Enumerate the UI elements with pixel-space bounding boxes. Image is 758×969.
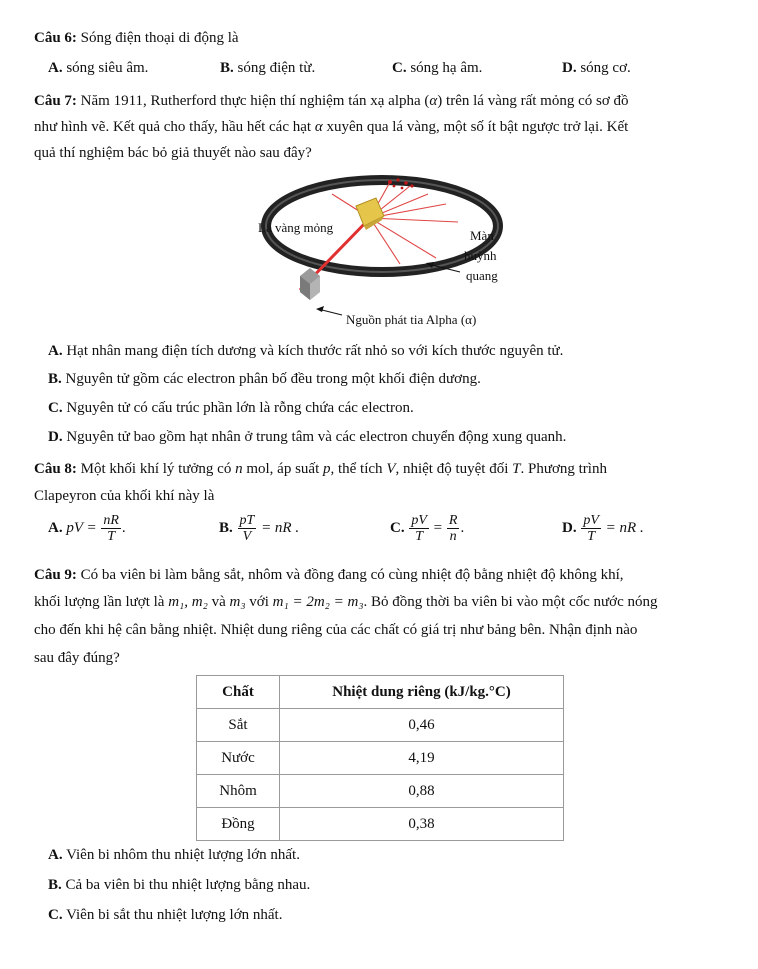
table-header: Nhiệt dung riêng (kJ/kg.°C) [280,676,564,709]
q7-option-b: B. Nguyên tử gồm các electron phân bố đều trong một khối điện dương. [48,371,481,387]
table-cell: Sắt [197,709,280,742]
q8-option-b: B. $\frac{pT}{V}$ = nR . [219,513,300,544]
table-cell: 4,19 [280,742,564,775]
q7-option-a: A. Hạt nhân mang điện tích dương và kích thước rất nhỏ so với kích thước nguyên tử. [48,343,564,359]
screen-label-3: quang [466,268,498,283]
q9-stem-line3: cho đến khi hệ cân bằng nhiệt. Nhiệt dung riêng của các chất có giá trị như bảng bên. Nhận định nào [34,622,638,638]
q9-stem-line2: khối lượng lần lượt là m₁, m₂ và m₃ với m₁ = 2m₂ = m₃. Bỏ đồng thời ba viên bi vào một cốc nước nóng [34,594,658,610]
gold-foil-label: Lá vàng mỏng [258,220,334,235]
table-cell: Đồng [197,808,280,841]
screen-label-1: Màn [470,228,494,243]
q8-option-a: A. pV = $\frac{nR}{T}$ . [48,513,126,544]
table-cell: 0,46 [280,709,564,742]
scattered-rays [332,182,458,264]
q6-option-c: C. sóng hạ âm. [392,60,483,76]
table-cell: 0,88 [280,775,564,808]
table-cell: Nước [197,742,280,775]
q9-option-b: B. Cả ba viên bi thu nhiệt lượng bằng nhau. [48,877,311,893]
q6-option-a: A. sóng siêu âm. [48,60,149,76]
q6-stem [34,28,239,48]
q6-label: Câu 6: [34,30,77,46]
q6-option-b: B. sóng điện từ. [220,60,316,76]
table-row [197,709,564,742]
q9-stem-line1: Câu 9: Có ba viên bi làm bằng sắt, nhôm và đồng đang có cùng nhiệt độ bằng nhiệt độ không khí, [34,567,624,583]
table-cell: 0,38 [280,808,564,841]
q6-option-d: D. sóng cơ. [562,60,631,76]
table-row [197,775,564,808]
q7-stem-line1: Câu 7: Năm 1911, Rutherford thực hiện thí nghiệm tán xạ alpha (α) trên lá vàng rất mỏng có sơ đồ [34,93,629,109]
q7-label: Câu 7: [34,93,77,109]
table-cell: Nhôm [197,775,280,808]
screen-label-2: huỳnh [464,248,497,263]
q9-label: Câu 9: [34,567,77,583]
q6-text: Sóng điện thoại di động là [76,30,239,46]
q8-stem-line2: Clapeyron của khối khí này là [34,488,215,504]
q8-stem-line1: Câu 8: Một khối khí lý tưởng có n mol, áp suất p, thể tích V, nhiệt độ tuyệt đối T. Phương trình [34,461,607,477]
q8-option-d: D. $\frac{pV}{T}$ = nR . [562,513,644,544]
q8-label: Câu 8: [34,461,77,477]
table-row [197,742,564,775]
q7-option-c: C. Nguyên tử có cấu trúc phần lớn là rỗng chứa các electron. [48,400,414,416]
q8-option-c: C. $\frac{pV}{T}$ = $\frac{R}{n}$ . [390,513,465,544]
table-row [197,808,564,841]
specific-heat-table [196,675,564,841]
q9-stem-line4: sau đây đúng? [34,650,120,666]
rutherford-diagram [250,168,520,338]
source-label: Nguồn phát tia Alpha (α) [346,312,477,327]
q7-option-d: D. Nguyên tử bao gồm hạt nhân ở trung tâm và các electron chuyển động xung quanh. [48,429,567,445]
q9-option-c: C. Viên bi sắt thu nhiệt lượng lớn nhất. [48,907,283,923]
table-header: Chất [197,676,280,709]
gold-foil [356,198,384,226]
table-header-row [197,676,564,709]
q7-stem-line2: như hình vẽ. Kết quả cho thấy, hầu hết các hạt α xuyên qua lá vàng, một số ít bật ngược trở lại. Kết [34,119,629,135]
q9-option-a: A. Viên bi nhôm thu nhiệt lượng lớn nhất. [48,847,300,863]
q7-stem-line3: quả thí nghiệm bác bỏ giả thuyết nào sau đây? [34,145,312,161]
